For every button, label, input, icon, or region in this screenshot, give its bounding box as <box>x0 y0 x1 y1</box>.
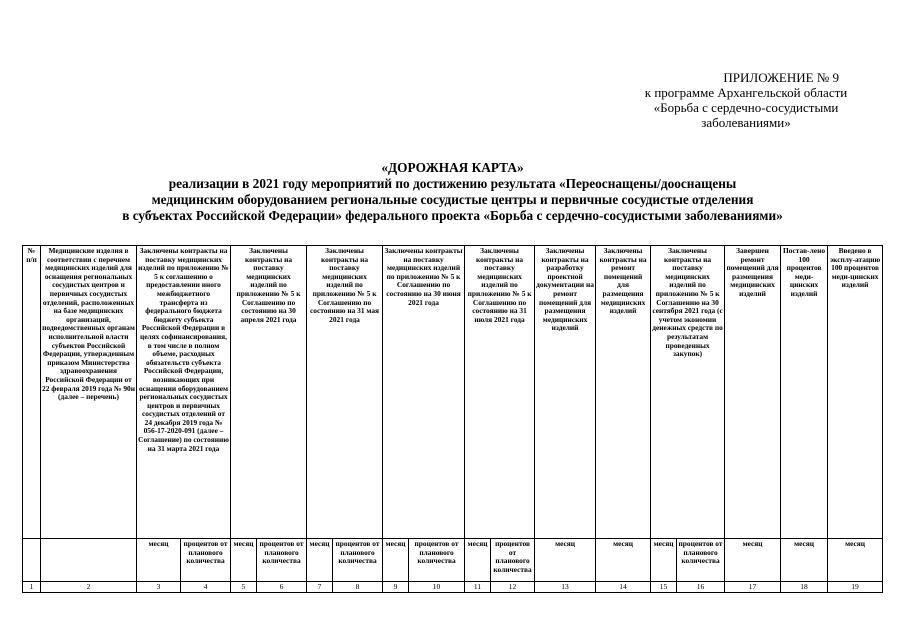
subheader-percent-cell: процентов от планового количества <box>333 539 383 582</box>
subheader-month-cell: месяц <box>596 539 651 582</box>
subheader-month-cell: месяц <box>137 539 181 582</box>
table-header-row <box>23 246 883 539</box>
subheader-empty-cell <box>41 539 137 582</box>
header-cell-commissioned: Введено в эксплу-атацию 100 процентов меди-цинских изделий <box>828 246 883 539</box>
table-subheader-row <box>23 539 883 582</box>
column-number-cell: 1 <box>23 582 41 593</box>
header-cell-delivered: Постав-лено 100 процентов меди-цинских изделий <box>781 246 828 539</box>
subheader-month-cell: месяц <box>535 539 596 582</box>
header-cell-number: № п/п <box>23 246 41 539</box>
column-number-cell: 5 <box>231 582 257 593</box>
subheader-percent-cell: процентов от планового количества <box>257 539 307 582</box>
header-cell-contracts-september: Заключены контракты на поставку медицинских изделий по приложению № 5 к Соглашению на 30 сентября 2021 года (с учетом экономии денежных средств по результатам проведенных закупок) <box>651 246 725 539</box>
title-line: «ДОРОЖНАЯ КАРТА» <box>381 160 524 175</box>
column-number-cell: 6 <box>257 582 307 593</box>
header-cell-design-docs: Заключены контракты на разработку проектной документации на ремонт помещений для размещения медицинских изделий <box>535 246 596 539</box>
subheader-month-cell: месяц <box>725 539 781 582</box>
column-number-cell: 9 <box>383 582 409 593</box>
header-cell-contracts-march: Заключены контракты на поставку медицинских изделий по приложению № 5 к соглашению о предоставлении иного межбюджетного трансферта из федерального бюджета бюджету субъекта Российской Федерации в целях софинансирования, в том числе в полном объеме, расходных обязательств субъекта Российской Федерации, возникающих при оснащении оборудованием региональных сосудистых центров и первичных сосудистых отделений от 24 декабря 2019 года № 056-17-2020-091 (далее – Соглашение) по состоянию на 31 марта 2021 года <box>137 246 231 539</box>
column-number-row <box>23 582 883 593</box>
roadmap-table <box>22 245 883 593</box>
appendix-line: ПРИЛОЖЕНИЕ № 9 <box>723 70 839 85</box>
column-number-cell: 7 <box>307 582 333 593</box>
column-number-cell: 14 <box>596 582 651 593</box>
header-cell-contracts-june: Заключены контракты на поставку медицинских изделий по приложению № 5 к Соглашению по состоянию на 30 июня 2021 года <box>383 246 465 539</box>
column-number-cell: 17 <box>725 582 781 593</box>
subheader-month-cell: месяц <box>651 539 677 582</box>
subheader-percent-cell: процентов от планового количества <box>409 539 465 582</box>
title-line: в субъектах Российской Федерации» федерального проекта «Борьба с сердечно-сосудистыми заболеваниями» <box>122 208 783 223</box>
column-number-cell: 11 <box>465 582 491 593</box>
title-line: реализации в 2021 году мероприятий по достижению результата «Переоснащены/дооснащены <box>168 176 737 191</box>
subheader-month-cell: месяц <box>465 539 491 582</box>
header-cell-repair-contracts: Заключены контракты на ремонт помещений для размещения медицинских изделий <box>596 246 651 539</box>
subheader-percent-cell: процентов от планового количества <box>181 539 231 582</box>
subheader-month-cell: месяц <box>231 539 257 582</box>
appendix-line: к программе Архангельской области <box>644 85 848 100</box>
title-line: медицинским оборудованием региональные сосудистые центры и первичные сосудистые отделения <box>151 192 754 207</box>
column-number-cell: 3 <box>137 582 181 593</box>
appendix-line: «Борьба с сердечно-сосудистыми <box>653 100 839 115</box>
subheader-month-cell: месяц <box>781 539 828 582</box>
subheader-percent-cell: процентов от планового количества <box>491 539 535 582</box>
subheader-month-cell: месяц <box>383 539 409 582</box>
header-cell-contracts-april: Заключены контракты на поставку медицинских изделий по приложению № 5 к Соглашению по состоянию на 30 апреля 2021 года <box>231 246 307 539</box>
header-cell-contracts-may: Заключены контракты на поставку медицинских изделий по приложению № 5 к Соглашению по состоянию на 31 мая 2021 года <box>307 246 383 539</box>
header-cell-repair-completed: Завершен ремонт помещений для размещения медицинских изделий <box>725 246 781 539</box>
subheader-month-cell: месяц <box>828 539 883 582</box>
column-number-cell: 2 <box>41 582 137 593</box>
column-number-cell: 16 <box>677 582 725 593</box>
appendix-block <box>611 70 881 130</box>
subheader-month-cell: месяц <box>307 539 333 582</box>
column-number-cell: 13 <box>535 582 596 593</box>
appendix-line: заболеваниями» <box>701 115 791 130</box>
column-number-cell: 19 <box>828 582 883 593</box>
column-number-cell: 10 <box>409 582 465 593</box>
header-cell-devices: Медицинские изделия в соответствии с перечнем медицинских изделий для оснащения региональных сосудистых центров и первичных сосудистых отделений, расположенных на базе медицинских организаций, подведомственных органам исполнительной власти субъектов Российской Федерации, утвержденным приказом Министерства здравоохранения Российской Федерации от 22 февраля 2019 года № 90н (далее – перечень) <box>41 246 137 539</box>
header-cell-contracts-july: Заключены контракты на поставку медицинских изделий по приложению № 5 к Соглашению по состоянию на 31 июля 2021 года <box>465 246 535 539</box>
column-number-cell: 4 <box>181 582 231 593</box>
column-number-cell: 18 <box>781 582 828 593</box>
subheader-percent-cell: процентов от планового количества <box>677 539 725 582</box>
document-title <box>40 160 865 224</box>
column-number-cell: 12 <box>491 582 535 593</box>
subheader-empty-cell <box>23 539 41 582</box>
column-number-cell: 8 <box>333 582 383 593</box>
column-number-cell: 15 <box>651 582 677 593</box>
